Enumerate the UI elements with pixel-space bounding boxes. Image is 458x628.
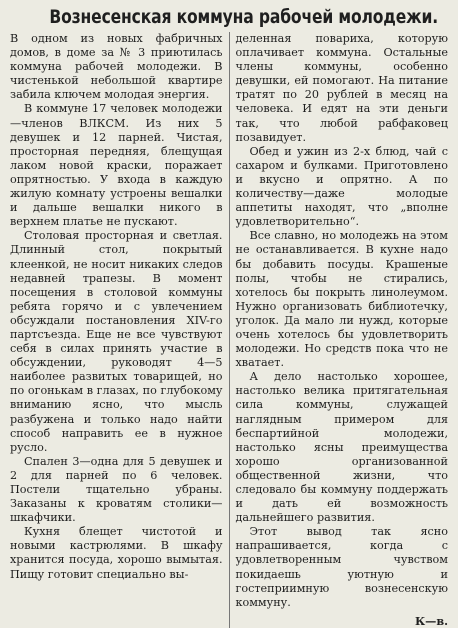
paragraph: Все славно, но молодежь на этом не останавливается. В кухне надо бы добавить посуды. Крашеные полы, чтобы не стирались, хотелось бы покрыть линолеумом. Нужно организовать библиотечку, уголок. Да мало ли нужд, которые очень хотелось бы удовлетворить молодежи. Но средств пока что не хватает. — [235, 229, 448, 370]
paragraph: деленная повариха, которую оплачивает коммуна. Остальные члены коммуны, особенно девушки, ей помогают. На питание тратят по 20 рублей в месяц на человека. И едят на эти деньги так, что любой рабфаковец позавидует. — [235, 32, 448, 144]
paragraph: В коммуне 17 человек молодежи—членов ВЛКСМ. Из них 5 девушек и 12 парней. Чистая, просторная передняя, блещущая лаком новой краски, поражает опрятностью. У входа в каждую жилую комнату устроены вешалки и дальше вешалки никого в верхнем платье не пускают. — [10, 102, 223, 229]
article-headline: Вознесенская коммуна рабочей молодежи. — [49, 6, 438, 28]
paragraph: В одном из новых фабричных домов, в доме за № 3 приютилась коммуна рабочей молодежи. В чистенькой небольшой квартире забила ключем молодая энергия. — [10, 32, 223, 102]
right-column — [229, 32, 449, 628]
paragraph: Столовая просторная и светлая. Длинный стол, покрытый клеенкой, не носит никаких следов недавней трапезы. В момент посещения в столовой коммуны ребята горячо и с увлечением обсуждали постановления XIV-го партсъезда. Еще не все чувствуют себя в силах принять участие в обсуждении, руководят 4—5 наиболее развитых товарищей, но по огонькам в глазах, по глубокому вниманию ясно, что мысль разбужена и только надо найти способ направить ее в нужное русло. — [10, 229, 223, 454]
paragraph: Обед и ужин из 2-х блюд, чай с сахаром и булками. Приготовлено и вкусно и опрятно. А по количеству—даже молодые аппетиты находят, что „вполне удовлетворительно“. — [235, 144, 448, 229]
paragraph: Этот вывод так ясно напрашивается, когда с удовлетворенным чувством покидаешь уютную и гостеприимную вознесенскую коммуну. — [235, 525, 448, 609]
paragraph: А дело настолько хорошее, настолько велика притягательная сила коммуны, служащей наглядным примером для беспартийной молодежи, настолько ясны преимущества хорошо организованной общественной жизни, что следовало бы коммуну поддержать и дать ей возможность дальнейшего развития. — [235, 370, 448, 525]
author-signature: К—в. — [414, 613, 448, 628]
article-body — [10, 32, 448, 628]
paragraph: Спален 3—одна для 5 девушек и 2 для парней по 6 человек. Постели тщательно убраны. Заказаны к кроватям столики—шкафчики. — [10, 454, 223, 525]
paragraph: Кухня блещет чистотой и новыми кастрюлями. В шкафу хранится посуда, хорошо вымытая. Пищу готовит специально вы- — [10, 525, 223, 581]
left-column — [10, 32, 229, 628]
